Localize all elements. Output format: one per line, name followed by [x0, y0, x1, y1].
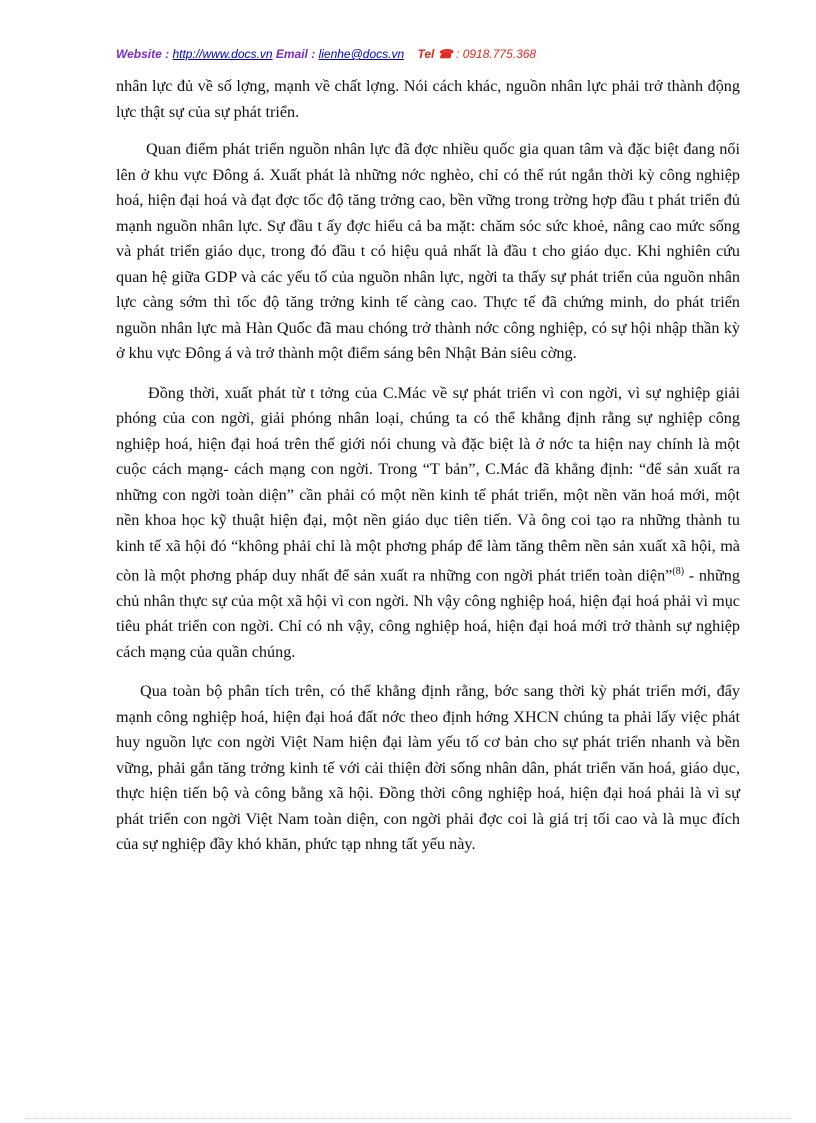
document-body — [116, 74, 740, 858]
page-header — [116, 47, 536, 61]
page-bottom-divider — [25, 1118, 791, 1119]
email-label: Email — [275, 47, 308, 61]
paragraph-3-text-a: Đồng thời, xuất phát từ t tởng của C.Mác về sự phát triển vì con ngời, vì sự nghiệp giải phóng của con ngời, giải phóng nhân loại, chúng ta có thể khẳng định rằng sự nghiệp công nghiệp hoá, hiện đại hoá trên thế giới nói chung và đặc biệt là ở nớc ta hiện nay chính là một cuộc cách mạng- cách mạng con ngời. Trong “T bản”, C.Mác đã khẳng định: “để sản xuất ra những con ngời toàn diện” cần phải có một nền kinh tế phát triển, một nền văn hoá mới, một nền khoa học kỹ thuật hiện đại, một nền giáo dục tiên tiến. Và ông coi tạo ra những thành tu kinh tế xã hội đó “không phải chỉ là một phơng pháp để làm tăng thêm nền sản xuất xã hội, mà còn là một phơng pháp duy nhất để sản xuất ra những con ngời phát triển toàn diện” — [116, 383, 740, 585]
paragraph-1: nhân lực đủ về số lợng, mạnh về chất lợng. Nói cách khác, nguồn nhân lực phải trở thành động lực thật sự của sự phát triển. — [116, 77, 740, 121]
phone-icon: ☎ — [437, 47, 453, 61]
tel-label: Tel — [417, 47, 435, 61]
email-separator: : — [311, 47, 316, 61]
website-link[interactable]: http://www.docs.vn — [172, 47, 273, 61]
paragraph-3-text-b: - những chủ nhân thực sự của một xã hội vì con ngời. Nh vậy công nghiệp hoá, hiện đại hoá phải vì mục tiêu phát triển con ngời. Chỉ có nh vậy, công nghiệp hoá, hiện đại hoá mới trở thành sự nghiệp cách mạng của quần chúng. — [116, 566, 740, 661]
paragraph-4: Qua toàn bộ phân tích trên, có thể khẳng định rằng, bớc sang thời kỳ phát triển mới, đẩy mạnh công nghiệp hoá, hiện đại hoá đất nớc theo định hớng XHCN chúng ta phải lấy việc phát huy nguồn lực con ngời Việt Nam hiện đại làm yếu tố cơ bản cho sự phát triển nhanh và bền vững, phải gắn tăng trởng kinh tế với cải thiện đời sống nhân dân, phát triển văn hoá, giáo dục, thực hiện tiến bộ và công bằng xã hội. Đồng thời công nghiệp hoá, hiện đại hoá phải là vì sự phát triển con ngời Việt Nam toàn diện, con ngời phải đợc coi là giá trị tối cao và là mục đích của sự nghiệp đầy khó khăn, phức tạp nhng tất yếu này. — [116, 682, 740, 854]
email-link[interactable]: lienhe@docs.vn — [318, 47, 405, 61]
paragraph-3 — [116, 381, 740, 666]
phone-number: : 0918.775.368 — [456, 47, 537, 61]
paragraph-2: Quan điểm phát triển nguồn nhân lực đã đợc nhiều quốc gia quan tâm và đặc biệt đang nổi lên ở khu vực Đông á. Xuất phát là những nớc nghèo, chỉ có thể rút ngắn thời kỳ công nghiệp hoá, hiện đại hoá và đạt đợc tốc độ tăng trởng cao, bền vững trong trờng hợp đầu t phát triển đủ mạnh nguồn nhân lực. Sự đầu t ấy đợc hiểu cả ba mặt: chăm sóc sức khoẻ, nâng cao mức sống và phát triển giáo dục, trong đó đầu t có hiệu quả nhất là đầu t cho giáo dục. Khi nghiên cứu quan hệ giữa GDP và các yếu tố của nguồn nhân lực, ngời ta thấy sự phát triển của nguồn nhân lực càng sớm thì tốc độ tăng trởng kinh tế càng cao. Thực tế đã chứng minh, do phát triển nguồn nhân lực mà Hàn Quốc đã mau chóng trở thành nớc công nghiệp, có sự hội nhập thần kỳ ở khu vực Đông á và trở thành một điểm sáng bên Nhật Bản siêu cờng. — [116, 140, 740, 362]
website-label: Website : — [116, 47, 170, 61]
footnote-ref: (8) — [672, 566, 685, 577]
